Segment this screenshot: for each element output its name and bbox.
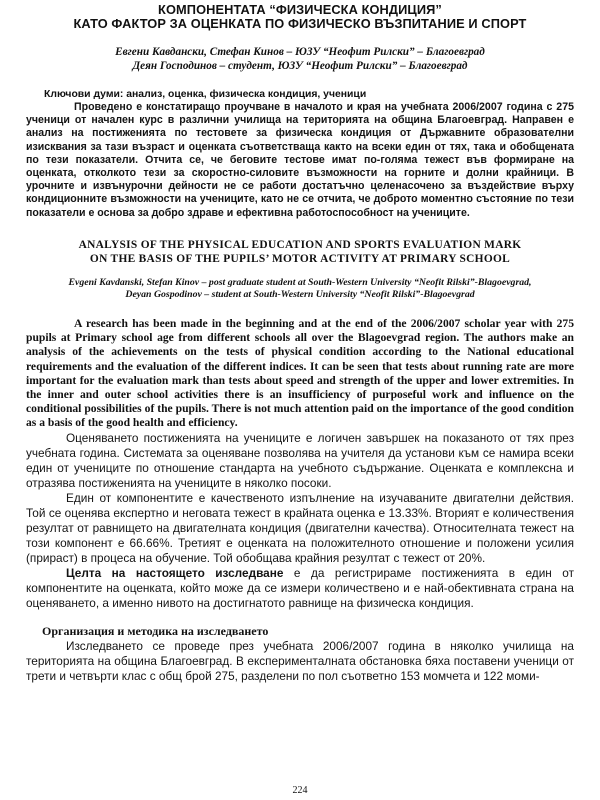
section-heading: Организация и методика на изследването	[42, 623, 269, 638]
aim-rest-text: е да регистрираме постиженията в един от компонентите на оценката, който може да се измери количествено и е най-обективната страна на оценяването, а именно нивото на достигнатото равнище на физическа кондиция.	[26, 565, 574, 610]
english-authors-line-1: Evgeni Kavdanski, Stefan Kinov – post graduate student at South-Western University “Neofit Rilski”-Blagoevgrad,	[68, 276, 532, 288]
title-line-1: КОМПОНЕНТАТА “ФИЗИЧЕСКА КОНДИЦИЯ”	[158, 2, 442, 17]
english-title-block	[26, 238, 574, 266]
title-block	[26, 0, 574, 31]
english-authors-line-2: Deyan Gospodinov – student at South-Western University “Neofit Rilski”-Blagoevgrad	[125, 289, 475, 301]
keywords: Ключови думи: анализ, оценка, физическа кондиция, ученици	[44, 89, 367, 100]
authors	[26, 45, 574, 73]
english-title-line-2: ON THE BASIS OF THE PUPILS’ MOTOR ACTIVITY AT PRIMARY SCHOOL	[89, 252, 511, 265]
english-title-line-1: ANALYSIS OF THE PHYSICAL EDUCATION AND SPORTS EVALUATION MARK	[78, 238, 522, 251]
body-paragraph-2: Един от компонентите е качественото изпълнение на изучаваните двигателни действия. Той се оценява експертно и неговата тежест в крайната оценка е 13.33%. Вторият е количествения резултат от равнището на двигателната кондиция (двигателни качества). Относителната тежест на този компонент е 66.66%. Третият е оценката на положителното отношение и положени усилия (прираст) в процеса на обучение. Той обобщава крайния резултат с тежест от 20%.	[26, 490, 574, 565]
body-paragraph-1: Оценяването постиженията на учениците е логичен завършек на показаното от тях през учебната година. Системата за оценяване позволява на учителя да установи към се намира всеки един от учениците по отношение стандарта на учебното съдържание. Оценката е комплексна и отразява постиженията на учениците в няколко посоки.	[26, 430, 574, 490]
authors-line-1: Евгени Кавдански, Стефан Кинов – ЮЗУ “Неофит Рилски” – Благоевград	[115, 46, 485, 58]
abstract-english: A research has been made in the beginning and at the end of the 2006/2007 scholar year with 275 pupils at Primary school age from different schools all over the Blagoevgrad region. The authors make an analysis of the achievements on the tests of physical condition according to the National educational requirements and the evaluation of the different indices. It can be seen that tests about running rate are more important for the evaluation mark than tests about speed and strength of the upper and lower extremities. In the inner and outer school activities there is an insufficiency of purposeful work and influence on the conditional possibilities of the pupils. There is not much attention paid on the importance of the good condition as a basis of the good health and efficiency.	[26, 317, 574, 430]
body-paragraph-3	[26, 566, 574, 611]
title-line-2: КАТО ФАКТОР ЗА ОЦЕНКАТА ПО ФИЗИЧЕСКО ВЪЗПИТАНИЕ И СПОРТ	[73, 16, 527, 31]
abstract-bulgarian: Проведено е констатиращо проучване в началото и края на учебната 2006/2007 година с 275 ученици от начален курс в различни училища на територията на община Благоевград. Направен е анализ на постиженията по тестовете за физическа кондиция от Държавните образователни изисквания за тази възраст и оценката съответстваща както на всеки един от тях, така и обобщената по тези показатели. Отчита се, че беговите тестове имат по-голяма тежест във формиране на оценката, отколкото тези за скоростно-силовите възможности на горните и долни крайници. В урочните и извънурочни дейности не се работи достатъчно целенасочено за въздействие върху кондиционните възможности на учениците, като не се отчита, че доброто моментно състояние по тези показатели е основа за добро здраве и ефективна работоспособност на учениците.	[26, 101, 574, 219]
page-number: 224	[292, 785, 308, 796]
english-authors	[26, 277, 574, 302]
aim-lead-text: Целта на настоящето изследване	[66, 565, 284, 580]
body-paragraph-4: Изследването се проведе през учебната 2006/2007 година в няколко училища на територията на община Благоевград. В експерименталната обстановка бяха поставени ученици от трети и четвърти клас с общ брой 275, разделени по пол съответно 153 момчета и 122 моми-	[26, 638, 574, 683]
authors-line-2: Деян Господинов – студент, ЮЗУ “Неофит Рилски” – Благоевград	[132, 60, 468, 72]
